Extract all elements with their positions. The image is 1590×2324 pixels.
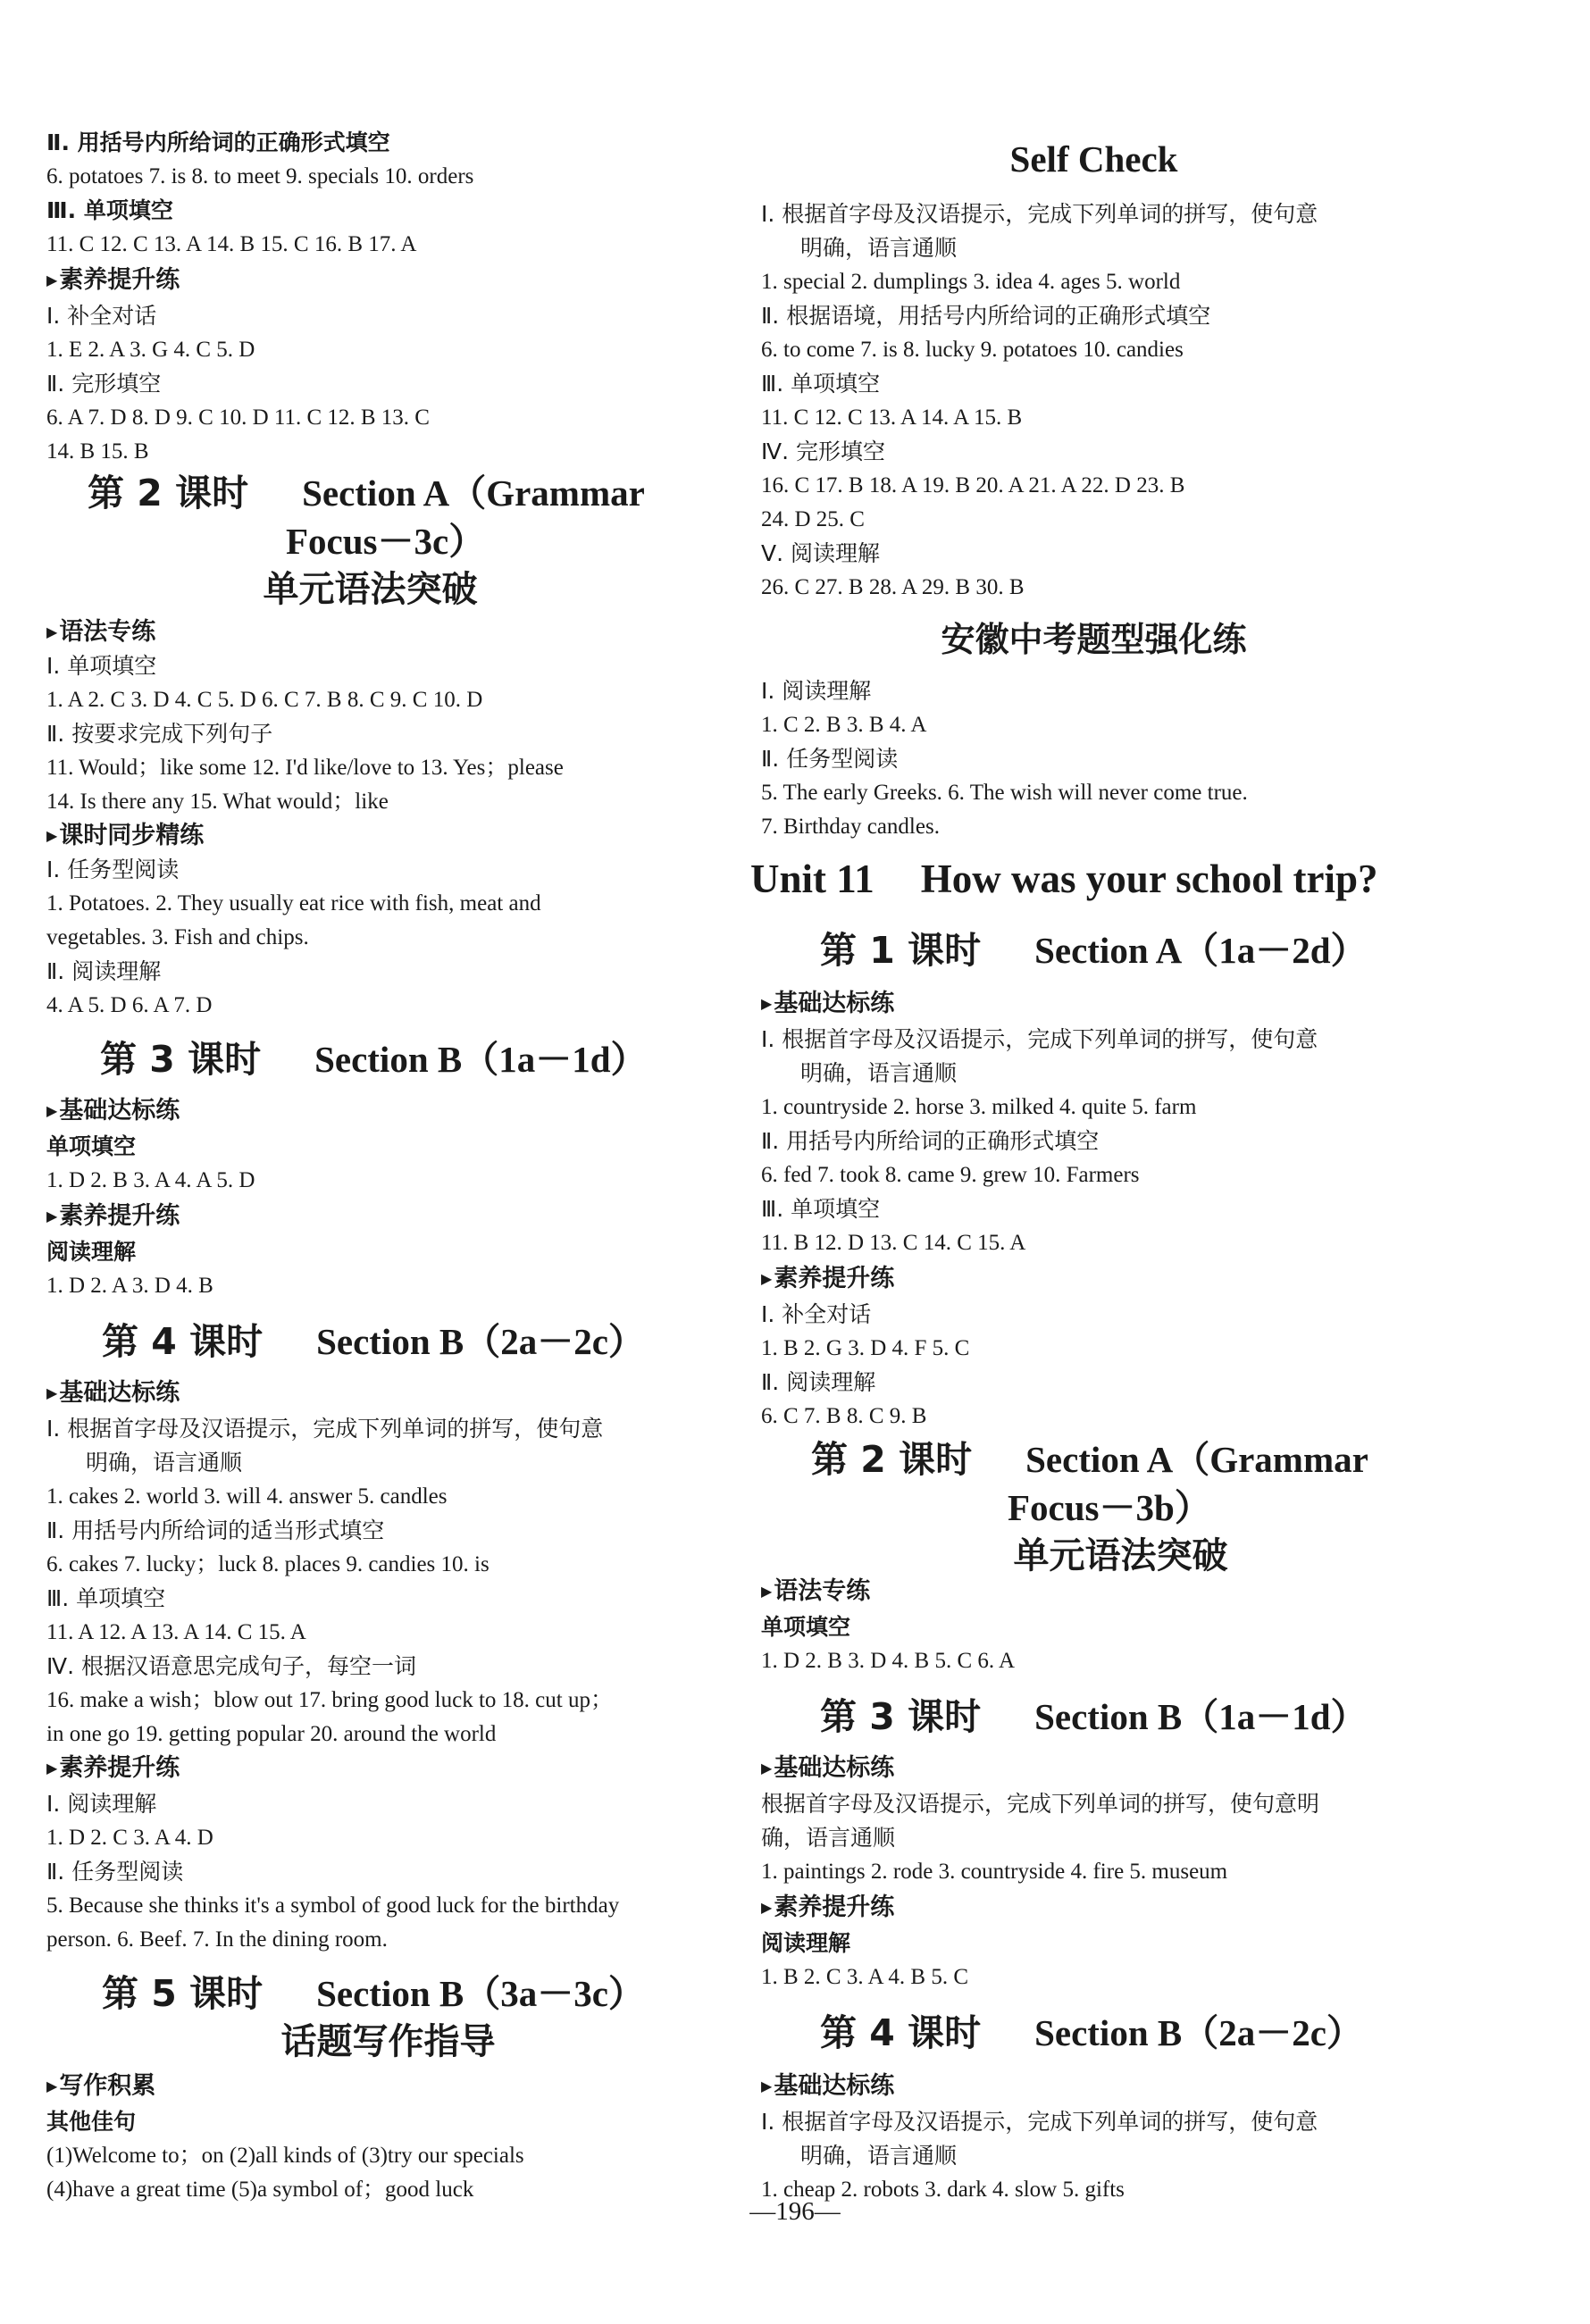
instruction-line: Ⅲ. 单项填空 xyxy=(46,197,173,223)
lesson-title: 第 4 课时 Section B（2a－2c） xyxy=(820,2011,1363,2054)
instruction-line: Ⅳ. 根据汉语意思完成句子，每空一词 xyxy=(46,1653,416,1679)
answer-line: 6. C 7. B 8. C 9. B xyxy=(761,1404,927,1428)
answer-line: 16. make a wish；blow out 17. bring good luck to 18. cut up； xyxy=(46,1688,613,1712)
answer-line: 6. cakes 7. lucky；luck 8. places 9. candies 10. is xyxy=(46,1552,490,1576)
answer-line: 14. Is there any 15. What would；like xyxy=(46,790,389,814)
instruction-line: Ⅰ. 根据首字母及汉语提示，完成下列单词的拼写，使句意 xyxy=(761,1026,1318,1052)
answer-line: vegetables. 3. Fish and chips. xyxy=(46,925,309,949)
instruction-line: Ⅱ. 阅读理解 xyxy=(46,958,162,984)
answer-line: 26. C 27. B 28. A 29. B 30. B xyxy=(761,575,1025,599)
answer-line: 1. B 2. C 3. A 4. B 5. C xyxy=(761,1965,968,1989)
lesson-subtitle: 单元语法突破 xyxy=(263,569,478,610)
instruction-line: Ⅱ. 根据语境，用括号内所给词的正确形式填空 xyxy=(761,303,1211,329)
triangle-icon: ▶ xyxy=(46,272,58,288)
triangle-icon: ▶ xyxy=(46,1102,58,1119)
answer-line: 5. Because she thinks it's a symbol of good luck for the birthday xyxy=(46,1893,620,1918)
section-tag: ▶素养提升练 xyxy=(46,1752,694,1786)
answer-line: 11. Would；like some 12. I'd like/love to 13. Yes；please xyxy=(46,756,564,780)
answer-line: 5. The early Greeks. 6. The wish will never come true. xyxy=(761,781,1248,805)
instruction-line: Ⅱ. 完形填空 xyxy=(46,371,162,397)
instruction-line: 阅读理解 xyxy=(46,1239,137,1265)
instruction-line: 单项填空 xyxy=(46,1133,137,1159)
lesson-title: 第 3 课时 Section B（1a－1d） xyxy=(820,1695,1368,1738)
answer-line: 1. D 2. B 3. A 4. A 5. D xyxy=(46,1168,255,1192)
instruction-line: Ⅰ. 根据首字母及汉语提示，完成下列单词的拼写，使句意 xyxy=(761,2109,1318,2135)
left-column xyxy=(46,0,694,2251)
anhui-heading: 安徽中考题型强化练 xyxy=(941,620,1247,659)
instruction-line: 明确，语言通顺 xyxy=(800,2143,958,2169)
instruction-line: Ⅱ. 阅读理解 xyxy=(761,1369,876,1395)
answer-line: 24. D 25. C xyxy=(761,507,865,531)
section-tag: ▶基础达标练 xyxy=(761,2070,1427,2104)
instruction-line: Ⅲ. 单项填空 xyxy=(761,371,881,397)
section-tag: ▶课时同步精练 xyxy=(46,820,694,854)
instruction-line: Ⅱ. 用括号内所给词的适当形式填空 xyxy=(46,1517,385,1543)
instruction-line: 确，语言通顺 xyxy=(761,1825,896,1851)
instruction-line: Ⅱ. 用括号内所给词的正确形式填空 xyxy=(46,130,390,155)
triangle-icon: ▶ xyxy=(761,1760,773,1776)
lesson-title-cont: Focus－3c） xyxy=(286,521,486,562)
answer-line: 6. fed 7. took 8. came 9. grew 10. Farmers xyxy=(761,1163,1140,1187)
section-tag: ▶基础达标练 xyxy=(46,1095,694,1129)
answer-line: (4)have a great time (5)a symbol of；good luck xyxy=(46,2178,474,2202)
unit-title: Unit 11 How was your school trip? xyxy=(750,857,1378,901)
instruction-line: Ⅱ. 用括号内所给词的正确形式填空 xyxy=(761,1128,1100,1154)
instruction-line: 明确，语言通顺 xyxy=(800,235,958,261)
instruction-line: Ⅰ. 根据首字母及汉语提示，完成下列单词的拼写，使句意 xyxy=(46,1416,604,1442)
answer-line: 1. countryside 2. horse 3. milked 4. quite 5. farm xyxy=(761,1095,1197,1119)
section-tag: ▶素养提升练 xyxy=(46,264,694,298)
answer-line: 11. A 12. A 13. A 14. C 15. A xyxy=(46,1620,306,1644)
triangle-icon: ▶ xyxy=(761,1899,773,1916)
instruction-line: Ⅰ. 单项填空 xyxy=(46,653,157,679)
instruction-line: Ⅰ. 补全对话 xyxy=(761,1301,872,1327)
section-tag: ▶基础达标练 xyxy=(761,988,1427,1022)
answer-line: 6. A 7. D 8. D 9. C 10. D 11. C 12. B 13. C xyxy=(46,405,430,430)
answer-line: 1. Potatoes. 2. They usually eat rice with fish, meat and xyxy=(46,891,541,915)
section-tag: ▶素养提升练 xyxy=(761,1263,1427,1297)
triangle-icon: ▶ xyxy=(46,1384,58,1401)
answer-line: 1. A 2. C 3. D 4. C 5. D 6. C 7. B 8. C 9. C 10. D xyxy=(46,688,483,712)
answer-line: 1. D 2. B 3. D 4. B 5. C 6. A xyxy=(761,1649,1016,1673)
instruction-line: Ⅰ. 任务型阅读 xyxy=(46,857,180,882)
triangle-icon: ▶ xyxy=(46,1760,58,1776)
answer-line: 14. B 15. B xyxy=(46,439,149,464)
instruction-line: Ⅱ. 任务型阅读 xyxy=(761,746,899,772)
answer-line: person. 6. Beef. 7. In the dining room. xyxy=(46,1927,388,1952)
instruction-line: 明确，语言通顺 xyxy=(86,1450,243,1475)
answer-line: 16. C 17. B 18. A 19. B 20. A 21. A 22. D 23. B xyxy=(761,473,1185,497)
lesson-title: 第 2 课时 Section A（Grammar xyxy=(88,472,645,514)
instruction-line: Ⅰ. 补全对话 xyxy=(46,303,157,329)
instruction-line: 阅读理解 xyxy=(761,1930,851,1956)
section-tag: ▶素养提升练 xyxy=(761,1892,1427,1926)
triangle-icon: ▶ xyxy=(46,2077,58,2094)
lesson-title: 第 5 课时 Section B（3a－3c） xyxy=(102,1972,645,2015)
instruction-line: 其他佳句 xyxy=(46,2109,137,2135)
triangle-icon: ▶ xyxy=(46,623,58,640)
instruction-line: Ⅲ. 单项填空 xyxy=(761,1196,881,1222)
triangle-icon: ▶ xyxy=(761,1583,773,1600)
triangle-icon: ▶ xyxy=(761,2077,773,2094)
triangle-icon: ▶ xyxy=(46,827,58,844)
answer-line: 4. A 5. D 6. A 7. D xyxy=(46,993,213,1017)
section-tag: ▶语法专练 xyxy=(761,1576,1427,1609)
instruction-line: 单项填空 xyxy=(761,1614,851,1640)
section-tag: ▶写作积累 xyxy=(46,2070,694,2104)
answer-line: 11. B 12. D 13. C 14. C 15. A xyxy=(761,1231,1026,1255)
triangle-icon: ▶ xyxy=(761,1270,773,1287)
instruction-line: Ⅰ. 阅读理解 xyxy=(46,1791,157,1817)
triangle-icon: ▶ xyxy=(46,1208,58,1225)
instruction-line: 明确，语言通顺 xyxy=(800,1060,958,1086)
lesson-title: 第 3 课时 Section B（1a－1d） xyxy=(100,1038,648,1081)
answer-line: 1. special 2. dumplings 3. idea 4. ages 5. world xyxy=(761,270,1181,294)
answer-line: 1. paintings 2. rode 3. countryside 4. fire 5. museum xyxy=(761,1860,1228,1884)
instruction-line: Ⅱ. 按要求完成下列句子 xyxy=(46,721,273,747)
lesson-subtitle: 话题写作指导 xyxy=(280,2021,496,2062)
page-number: —196— xyxy=(749,2197,841,2226)
instruction-line: Ⅰ. 根据首字母及汉语提示，完成下列单词的拼写，使句意 xyxy=(761,201,1318,227)
answer-line: in one go 19. getting popular 20. around the world xyxy=(46,1722,497,1746)
lesson-title: 第 1 课时 Section A（1a－2d） xyxy=(820,929,1368,972)
instruction-line: Ⅳ. 完形填空 xyxy=(761,439,885,464)
triangle-icon: ▶ xyxy=(761,995,773,1012)
answer-line: 1. D 2. C 3. A 4. D xyxy=(46,1826,213,1850)
answer-line: 1. D 2. A 3. D 4. B xyxy=(46,1274,213,1298)
instruction-line: 根据首字母及汉语提示，完成下列单词的拼写，使句意明 xyxy=(761,1791,1320,1817)
answer-line: 1. cakes 2. world 3. will 4. answer 5. candles xyxy=(46,1484,448,1509)
answer-line: 11. C 12. C 13. A 14. A 15. B xyxy=(761,405,1023,430)
answer-line: 6. to come 7. is 8. lucky 9. potatoes 10. candies xyxy=(761,338,1184,362)
instruction-line: Ⅲ. 单项填空 xyxy=(46,1585,166,1611)
answer-line: 1. E 2. A 3. G 4. C 5. D xyxy=(46,338,255,362)
answer-line: 1. cheap 2. robots 3. dark 4. slow 5. gifts xyxy=(761,2178,1125,2202)
answer-line: (1)Welcome to；on (2)all kinds of (3)try our specials xyxy=(46,2144,524,2168)
answer-line: 6. potatoes 7. is 8. to meet 9. specials 10. orders xyxy=(46,164,474,188)
section-tag: ▶语法专练 xyxy=(46,616,694,650)
answer-line: 1. B 2. G 3. D 4. F 5. C xyxy=(761,1336,970,1360)
lesson-title: 第 2 课时 Section A（Grammar xyxy=(811,1438,1368,1481)
self-check-heading: Self Check xyxy=(1009,138,1178,180)
lesson-subtitle: 单元语法突破 xyxy=(1013,1535,1228,1576)
lesson-title-cont: Focus－3b） xyxy=(1008,1487,1211,1528)
right-column xyxy=(750,0,1427,2251)
instruction-line: Ⅱ. 任务型阅读 xyxy=(46,1859,184,1885)
answer-line: 11. C 12. C 13. A 14. B 15. C 16. B 17. A xyxy=(46,232,417,256)
instruction-line: Ⅴ. 阅读理解 xyxy=(761,540,880,566)
section-tag: ▶基础达标练 xyxy=(46,1377,694,1411)
answer-line: 7. Birthday candles. xyxy=(761,815,940,839)
answer-line: 1. C 2. B 3. B 4. A xyxy=(761,713,927,737)
lesson-title: 第 4 课时 Section B（2a－2c） xyxy=(102,1320,645,1363)
instruction-line: Ⅰ. 阅读理解 xyxy=(761,678,872,704)
section-tag: ▶素养提升练 xyxy=(46,1200,694,1234)
section-tag: ▶基础达标练 xyxy=(761,1752,1427,1786)
